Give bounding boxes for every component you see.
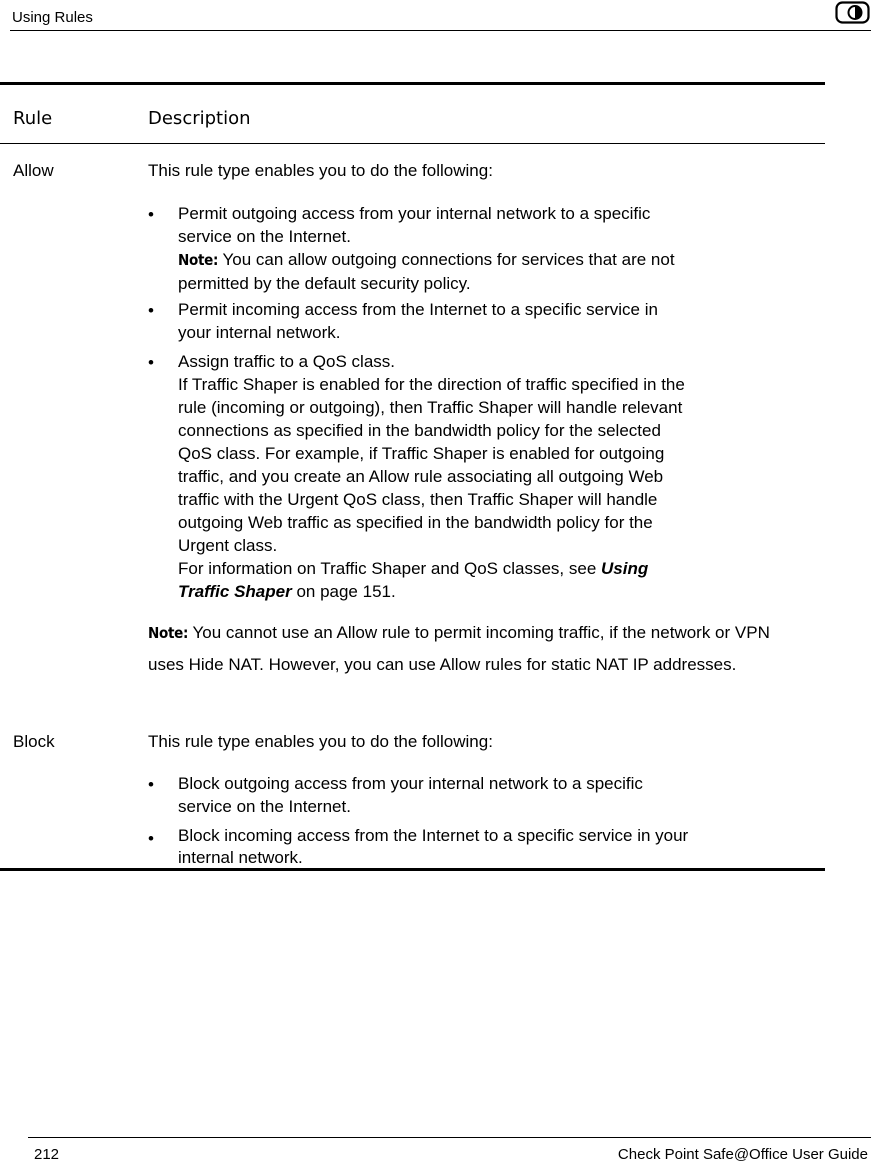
- row-allow-note: Note: You cannot use an Allow rule to permit incoming traffic, if the network or VPN uses Hide NAT. However, you can use Allow rules for static NAT IP addresses.: [148, 623, 770, 674]
- row-block-intro: This rule type enables you to do the following:: [148, 732, 493, 751]
- footer-divider: [28, 1137, 871, 1138]
- list-item: Block outgoing access from your internal network to a specific service on the Internet.: [178, 774, 643, 816]
- column-header-rule: Rule: [13, 108, 53, 129]
- header-divider: [10, 30, 871, 31]
- table-header-divider: [0, 143, 825, 144]
- table-bottom-border: [0, 868, 825, 871]
- table-top-border: [0, 82, 825, 85]
- row-allow-rule: Allow: [13, 161, 54, 180]
- document-icon: [835, 1, 870, 24]
- note-label: Note:: [148, 624, 189, 642]
- page-number: 212: [34, 1146, 60, 1163]
- list-item: Block incoming access from the Internet to a specific service in your internal network.: [178, 826, 689, 867]
- row-allow-intro: This rule type enables you to do the following:: [148, 161, 493, 180]
- bullet-glyph: •: [148, 301, 154, 320]
- bullet-glyph: •: [148, 775, 154, 794]
- section-title: Using Rules: [12, 9, 93, 26]
- guide-title: Check Point Safe@Office User Guide: [617, 1146, 868, 1163]
- list-item: Assign traffic to a QoS class. If Traffic Shaper is enabled for the direction of traffic specified in the rule (incoming or outgoing), then Traffic Shaper will handle relevant connections as specified in the bandwidth policy for the selected QoS class. For example, if Traffic Shaper is enabled for outgoing traffic, and you create an Allow rule associating all outgoing Web traffic with the Urgent QoS class, then Traffic Shaper will handle outgoing Web traffic as specified in the bandwidth policy for the Urgent class. For information on Traffic Shaper and QoS classes, see Using Traffic Shaper on page 151.: [178, 352, 685, 601]
- row-block-rule: Block: [13, 732, 55, 751]
- list-item: Permit incoming access from the Internet to a specific service in your internal network.: [178, 300, 658, 342]
- bullet-glyph: •: [148, 829, 154, 848]
- list-item: Permit outgoing access from your internal network to a specific service on the Internet. Note: You can allow outgoing connections for services that are not permitted by the default security policy.: [178, 204, 675, 293]
- cross-reference-link[interactable]: Using: [601, 559, 649, 578]
- bullet-glyph: •: [148, 205, 154, 224]
- note-label: Note:: [178, 251, 219, 269]
- bullet-glyph: •: [148, 353, 154, 372]
- column-header-description: Description: [148, 108, 251, 129]
- cross-reference-link[interactable]: Traffic Shaper: [178, 582, 292, 601]
